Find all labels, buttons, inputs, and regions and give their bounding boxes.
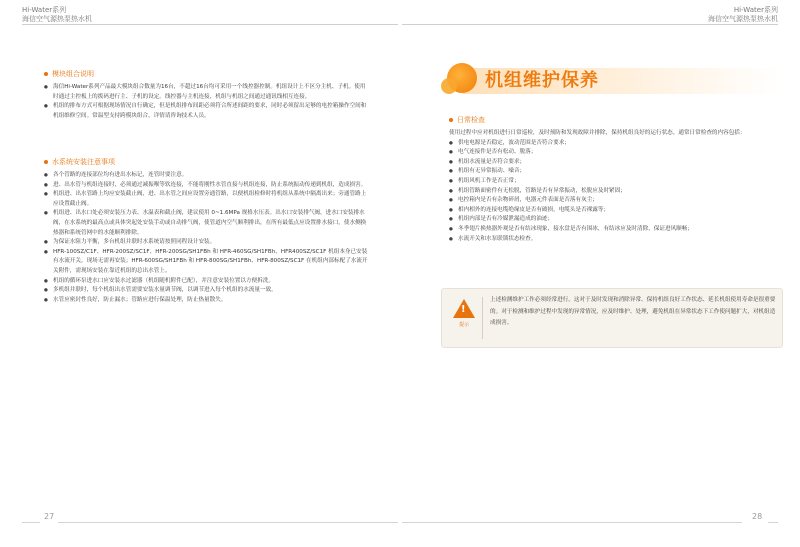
footer-divider — [402, 522, 742, 523]
list-item: ● 各个管路的连接部位均有进出水标记，连管时要注意。 — [44, 171, 370, 181]
section-title-module — [44, 69, 94, 79]
list-item: ● 水管应密封性良好，防止漏水；管路应进行保温处理，防止热量散失。 — [44, 296, 370, 306]
bullet-dot-icon — [44, 72, 48, 76]
list-item: ● 电控箱内是否有杂物碎屑，电器元件表面是否落有灰尘； — [449, 196, 767, 206]
page-number-left: 27 — [44, 512, 55, 521]
footer-divider — [768, 522, 778, 523]
section-title-water — [44, 157, 115, 167]
footer-divider — [58, 522, 398, 523]
header-left — [22, 6, 92, 24]
warning-triangle-icon: ! — [453, 299, 475, 318]
bullet-dot-icon — [449, 118, 453, 122]
notice-label: 提示 — [458, 322, 469, 328]
section-title-text: 模块组合说明 — [52, 70, 94, 78]
daily-intro: 使用过程中应对机组进行日常巡检，及时预防和发现故障并排除，保持机组良好的运行状态。通常日常检查的内容包括： — [449, 130, 746, 136]
notice-box — [441, 288, 783, 348]
list-item: ● 相内相外的连接电缆绝缘皮是否有破损，电缆头是否裸露等； — [449, 206, 767, 216]
list-item: ● 机组的排布方式可根据现场情况自行确定，但是机组排布间距必须符合所述间距的要求，同时必须留出足够的电控箱操作空间和机组维修空间。常温型支持跨模块组合，详情请咨询技术人员。 — [44, 102, 370, 121]
list-item: ● 机组进、出水管路上均应安装截止阀，进、出水管之间应设置旁通管路，以便机组检修时将机组从系统中隔离出来；旁通管路上应设置截止阀。 — [44, 190, 370, 209]
list-item: ● 机组进、出水口处必须安装压力表、水温表和截止阀，建议使用 0~1.6MPa 规格水压表。出水口安装排气阀，进水口安装排水阀，在水系统的最高点或具体突起处安装手动或自动排气阀，使管道内空气顺利排出，在所有最低点应设置排水接口，使水侧换热器和系统管网中的水能顺利排除。 — [44, 209, 370, 238]
module-list — [44, 83, 370, 121]
header-series: Hi-Water系列 — [733, 6, 778, 14]
list-item: ● 电气连接件是否有松动、脱落； — [449, 148, 767, 158]
footer-divider — [22, 522, 40, 523]
page-number-right: 28 — [752, 512, 763, 521]
section-title-text: 水系统安装注意事项 — [52, 158, 115, 166]
list-item: ● 机组管路面密件有无松脱，管路是否有异常振动，松脱应及时紧固； — [449, 187, 767, 197]
warning-badge — [452, 299, 476, 328]
header-product: 海信空气源热泵热水机 — [708, 15, 778, 23]
list-item: ● 海信Hi-Water系列产品最大模块组合数量为16台，不超过16台均可采用一个线控器控制。机组设计上不区分主机、子机。使用时通过主控板上的拨码进行主、子机的设定。线控器与主机连接，机组与机组之间通过通讯线相互连接。 — [44, 83, 370, 102]
list-item: ● 冬季翅片换热器外观是否有结冰现象，接水盘是否有围冰，有结冰应及时清除，保证进风顺畅； — [449, 225, 767, 235]
header-divider — [402, 24, 778, 25]
water-list — [44, 171, 370, 305]
header-right — [708, 6, 778, 24]
header-series: Hi-Water系列 — [22, 6, 67, 14]
list-item: ● 供电电源是否稳定，波动范围是否符合要求； — [449, 139, 767, 149]
notice-divider — [482, 297, 483, 339]
list-item: ● 进、出水管与机组连接时，必须通过减振喉等软连接，不能将刚性水管直接与机组连接，防止系统振动传递到机组，造成损害。 — [44, 181, 370, 191]
section-banner — [441, 63, 781, 99]
section-title-daily — [449, 115, 485, 125]
list-item: ● 机组的循环泵进水口应安装水过滤器（机组随机附件已配），并注意安装位置以方便拆洗。 — [44, 277, 370, 287]
list-item: ● 多机组并联时，每个机组出水管需要安装水量调节阀，以调节进入每个机组的水流量一致。 — [44, 286, 370, 296]
header-divider — [22, 24, 398, 25]
notice-text: 上述检测维护工作必须经常进行。这对于及时发现和消除异常、保持机组良好工作状态、延长机组使用寿命是很重要的。对于检测和维护过程中发现的异常情况，应及时维护、处理，避免机组在异常状态下工作使问题扩大，对机组造成损害。 — [490, 297, 776, 326]
header-product: 海信空气源热泵热水机 — [22, 15, 92, 23]
list-item: ● 机组风机工作是否正常； — [449, 177, 767, 187]
list-item: ● 水流开关和水泵联锁状态检查。 — [449, 235, 767, 245]
list-item: ● 机组水流量是否符合要求； — [449, 158, 767, 168]
section-title-text: 日常检查 — [457, 116, 485, 124]
list-item: ● 机组有无异常振动、噪音； — [449, 167, 767, 177]
list-item: ● 为保证水阻力平衡，多台机组并联时水系统请按照同程设计安装。 — [44, 238, 370, 248]
list-item: ● 机组内部是否有冷媒泄漏造成的油迹； — [449, 215, 767, 225]
bullet-dot-icon — [44, 160, 48, 164]
list-item: ● HFR-100SZ/C1F、HFR-200SZ/SC1F、HFR-200SG/SH1FBh 和 HFR-460SG/SH1FBh、HFR400SZ/SC1F 机组本身已安装有水流开关，现场无需再安装；HFR-600SG/SH1FBh 和 HFR-800SG/SH1FBh、HFR-800SZ/SC1F 在机组内部标配了水流开关附件，需现场安装在靠近机组的总出水管上。 — [44, 248, 370, 277]
daily-check — [449, 129, 767, 244]
banner-title: 机组维护保养 — [485, 70, 599, 91]
banner-small-circle-icon — [441, 78, 457, 94]
